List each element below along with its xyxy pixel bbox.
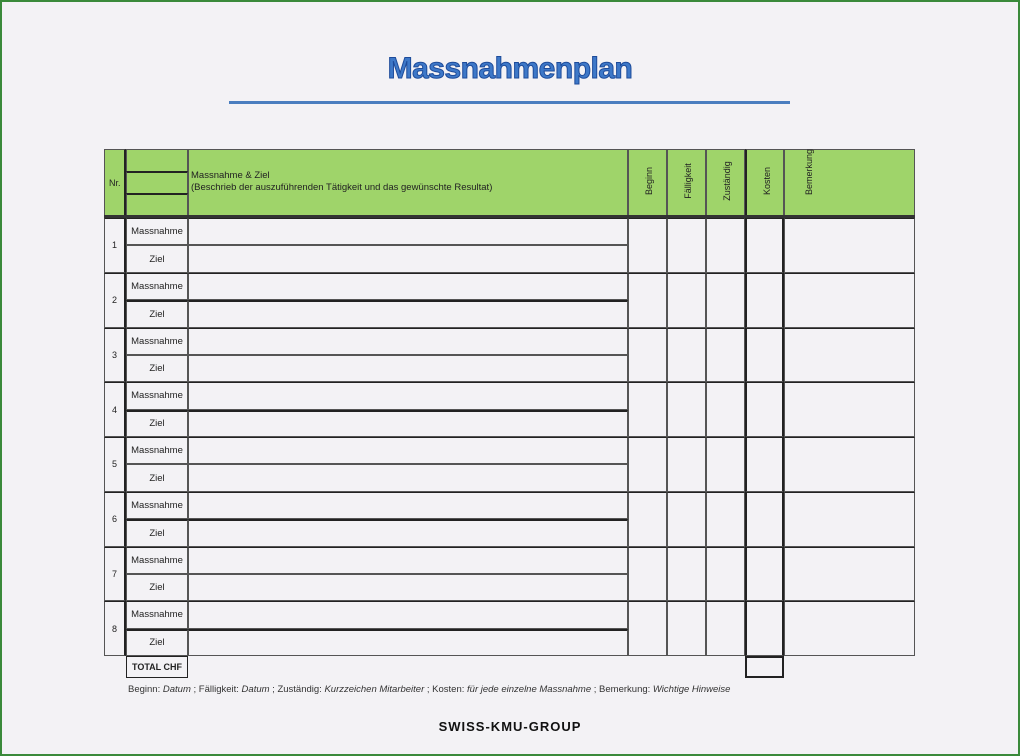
row-nr: 2: [104, 273, 126, 328]
header-label: Kosten: [761, 166, 772, 196]
kosten-cell[interactable]: [745, 273, 784, 328]
faelligkeit-cell[interactable]: [667, 547, 706, 602]
bemerkung-cell[interactable]: [784, 382, 915, 437]
header-main-line2: (Beschrieb der auszuführenden Tätigkeit und das gewünschte Resultat): [191, 182, 493, 193]
beginn-cell[interactable]: [628, 382, 667, 437]
zustaendig-cell[interactable]: [706, 273, 745, 328]
kosten-cell[interactable]: [745, 492, 784, 547]
zustaendig-cell[interactable]: [706, 218, 745, 273]
kosten-cell[interactable]: [745, 601, 784, 656]
row-ziel-label: Ziel: [126, 410, 188, 437]
beginn-cell[interactable]: [628, 218, 667, 273]
bemerkung-cell[interactable]: [784, 273, 915, 328]
header-label: Beginn: [643, 166, 654, 196]
zustaendig-cell[interactable]: [706, 382, 745, 437]
massnahme-input[interactable]: [188, 218, 628, 245]
header-col-1: [667, 149, 706, 217]
beginn-cell[interactable]: [628, 328, 667, 383]
kosten-cell[interactable]: [745, 437, 784, 492]
row-ziel-label: Ziel: [126, 519, 188, 546]
zustaendig-cell[interactable]: [706, 437, 745, 492]
zustaendig-cell[interactable]: [706, 492, 745, 547]
title-underline: [229, 101, 790, 104]
row-nr: 6: [104, 492, 126, 547]
header-main-line1: Massnahme & Ziel: [191, 170, 270, 181]
row-massnahme-label: Massnahme: [126, 328, 188, 355]
beginn-cell[interactable]: [628, 437, 667, 492]
header-label: Bemerkung: [804, 149, 814, 196]
zustaendig-cell[interactable]: [706, 328, 745, 383]
kosten-cell[interactable]: [745, 547, 784, 602]
beginn-cell[interactable]: [628, 547, 667, 602]
row-nr: 4: [104, 382, 126, 437]
massnahme-input[interactable]: [188, 437, 628, 464]
bemerkung-cell[interactable]: [784, 492, 915, 547]
ziel-input[interactable]: [188, 629, 628, 656]
header-main: [188, 149, 628, 217]
header-col-0: [628, 149, 667, 217]
brand-logo-text: SWISS-KMU-GROUP: [438, 719, 582, 734]
row-ziel-label: Ziel: [126, 464, 188, 491]
faelligkeit-cell[interactable]: [667, 382, 706, 437]
bemerkung-cell[interactable]: [784, 218, 915, 273]
page-title: Massnahmenplan: [387, 52, 633, 85]
row-ziel-label: Ziel: [126, 629, 188, 656]
faelligkeit-cell[interactable]: [667, 437, 706, 492]
row-nr: 3: [104, 328, 126, 383]
massnahme-input[interactable]: [188, 601, 628, 628]
header-sub-2: [126, 171, 188, 194]
ziel-input[interactable]: [188, 300, 628, 327]
beginn-cell[interactable]: [628, 492, 667, 547]
ziel-input[interactable]: [188, 519, 628, 546]
massnahme-input[interactable]: [188, 492, 628, 519]
row-nr: 7: [104, 547, 126, 602]
faelligkeit-cell[interactable]: [667, 328, 706, 383]
row-massnahme-label: Massnahme: [126, 382, 188, 409]
row-nr: 1: [104, 218, 126, 273]
faelligkeit-cell[interactable]: [667, 601, 706, 656]
row-ziel-label: Ziel: [126, 574, 188, 601]
header-nr: Nr.: [104, 149, 126, 217]
row-massnahme-label: Massnahme: [126, 218, 188, 245]
total-kosten-cell[interactable]: [745, 656, 784, 678]
beginn-cell[interactable]: [628, 273, 667, 328]
row-ziel-label: Ziel: [126, 355, 188, 382]
faelligkeit-cell[interactable]: [667, 273, 706, 328]
ziel-input[interactable]: [188, 574, 628, 601]
massnahme-input[interactable]: [188, 328, 628, 355]
row-nr: 5: [104, 437, 126, 492]
row-ziel-label: Ziel: [126, 300, 188, 327]
bemerkung-cell[interactable]: [784, 437, 915, 492]
bemerkung-cell[interactable]: [784, 547, 915, 602]
legend-note: Beginn: Datum ; Fälligkeit: Datum ; Zuständig: Kurzzeichen Mitarbeiter ; Kosten: für jede einzelne Massnahme ; Bemerkung: Wichtige Hinweise: [128, 684, 731, 695]
zustaendig-cell[interactable]: [706, 601, 745, 656]
kosten-cell[interactable]: [745, 328, 784, 383]
ziel-input[interactable]: [188, 355, 628, 382]
row-massnahme-label: Massnahme: [126, 273, 188, 300]
ziel-input[interactable]: [188, 245, 628, 272]
row-massnahme-label: Massnahme: [126, 437, 188, 464]
header-sub-1: [126, 149, 188, 172]
massnahme-input[interactable]: [188, 547, 628, 574]
bemerkung-cell[interactable]: [784, 328, 915, 383]
kosten-cell[interactable]: [745, 382, 784, 437]
row-massnahme-label: Massnahme: [126, 601, 188, 628]
total-label: TOTAL CHF: [126, 656, 188, 678]
row-ziel-label: Ziel: [126, 245, 188, 272]
beginn-cell[interactable]: [628, 601, 667, 656]
massnahme-input[interactable]: [188, 273, 628, 300]
ziel-input[interactable]: [188, 410, 628, 437]
bemerkung-cell[interactable]: [784, 601, 915, 656]
header-sub-3: [126, 193, 188, 217]
header-col-2: [706, 149, 745, 217]
ziel-input[interactable]: [188, 464, 628, 491]
massnahme-input[interactable]: [188, 382, 628, 409]
header-label: Fälligkeit: [682, 163, 693, 199]
kosten-cell[interactable]: [745, 218, 784, 273]
faelligkeit-cell[interactable]: [667, 218, 706, 273]
header-label: Zuständig: [721, 161, 732, 201]
row-massnahme-label: Massnahme: [126, 547, 188, 574]
header-col-4: [784, 149, 915, 217]
header-col-3: [745, 149, 784, 217]
row-massnahme-label: Massnahme: [126, 492, 188, 519]
faelligkeit-cell[interactable]: [667, 492, 706, 547]
row-nr: 8: [104, 601, 126, 656]
zustaendig-cell[interactable]: [706, 547, 745, 602]
